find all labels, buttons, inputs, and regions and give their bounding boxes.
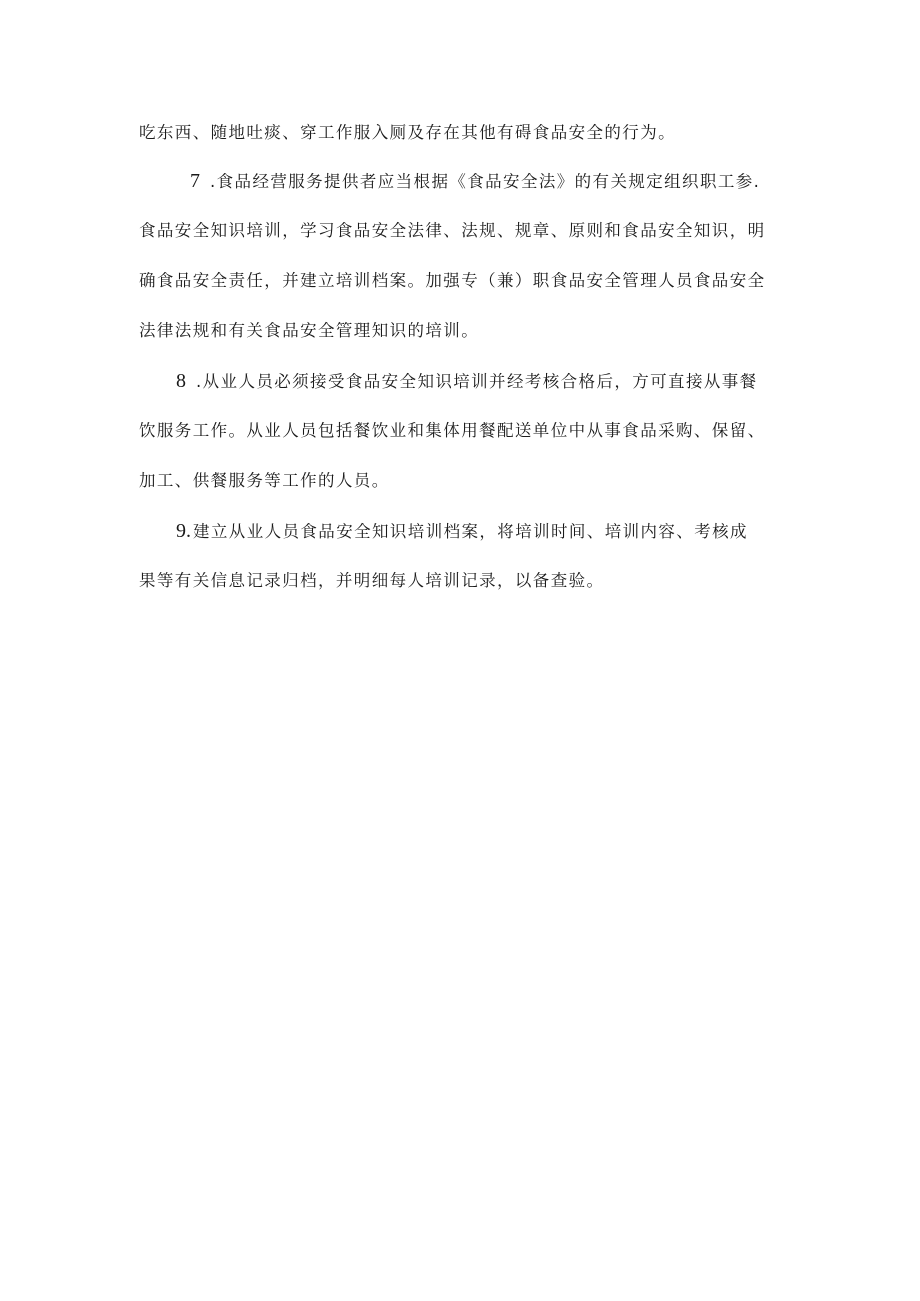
line-text: 饮服务工作。从业人员包括餐饮业和集体用餐配送单位中从事食品采购、保留、 — [139, 421, 766, 440]
list-number: 7 — [190, 170, 200, 192]
line-text: .食品经营服务提供者应当根据《食品安全法》的有关规定组织职工参. — [210, 172, 761, 191]
text-line — [139, 220, 799, 242]
line-text: 法律法规和有关食品安全管理知识的培训。 — [139, 321, 480, 340]
text-line — [139, 420, 799, 442]
text-line — [139, 122, 799, 144]
line-text: 吃东西、随地吐痰、穿工作服入厕及存在其他有碍食品安全的行为。 — [139, 123, 676, 142]
text-line — [139, 570, 799, 592]
list-item-7-first-line — [190, 170, 850, 193]
line-text: 果等有关信息记录归档，并明细每人培训记录，以备查验。 — [139, 571, 605, 590]
line-text: 建立从业人员食品安全知识培训档案，将培训时间、培训内容、考核成 — [193, 522, 748, 541]
text-line — [139, 470, 799, 492]
text-line — [139, 270, 799, 292]
text-line — [139, 320, 799, 342]
list-item-8-first-line — [176, 370, 836, 393]
list-number: 8 — [176, 370, 186, 392]
line-text: 确食品安全责任，并建立培训档案。加强专（兼）职食品安全管理人员食品安全 — [139, 271, 766, 290]
line-text: 加工、供餐服务等工作的人员。 — [139, 471, 390, 490]
line-text: .从业人员必须接受食品安全知识培训并经考核合格后，方可直接从事餐 — [196, 372, 758, 391]
list-number: 9. — [176, 520, 191, 542]
line-text: 食品安全知识培训，学习食品安全法律、法规、规章、原则和食品安全知识，明 — [139, 221, 766, 240]
list-item-9-first-line — [176, 520, 836, 543]
